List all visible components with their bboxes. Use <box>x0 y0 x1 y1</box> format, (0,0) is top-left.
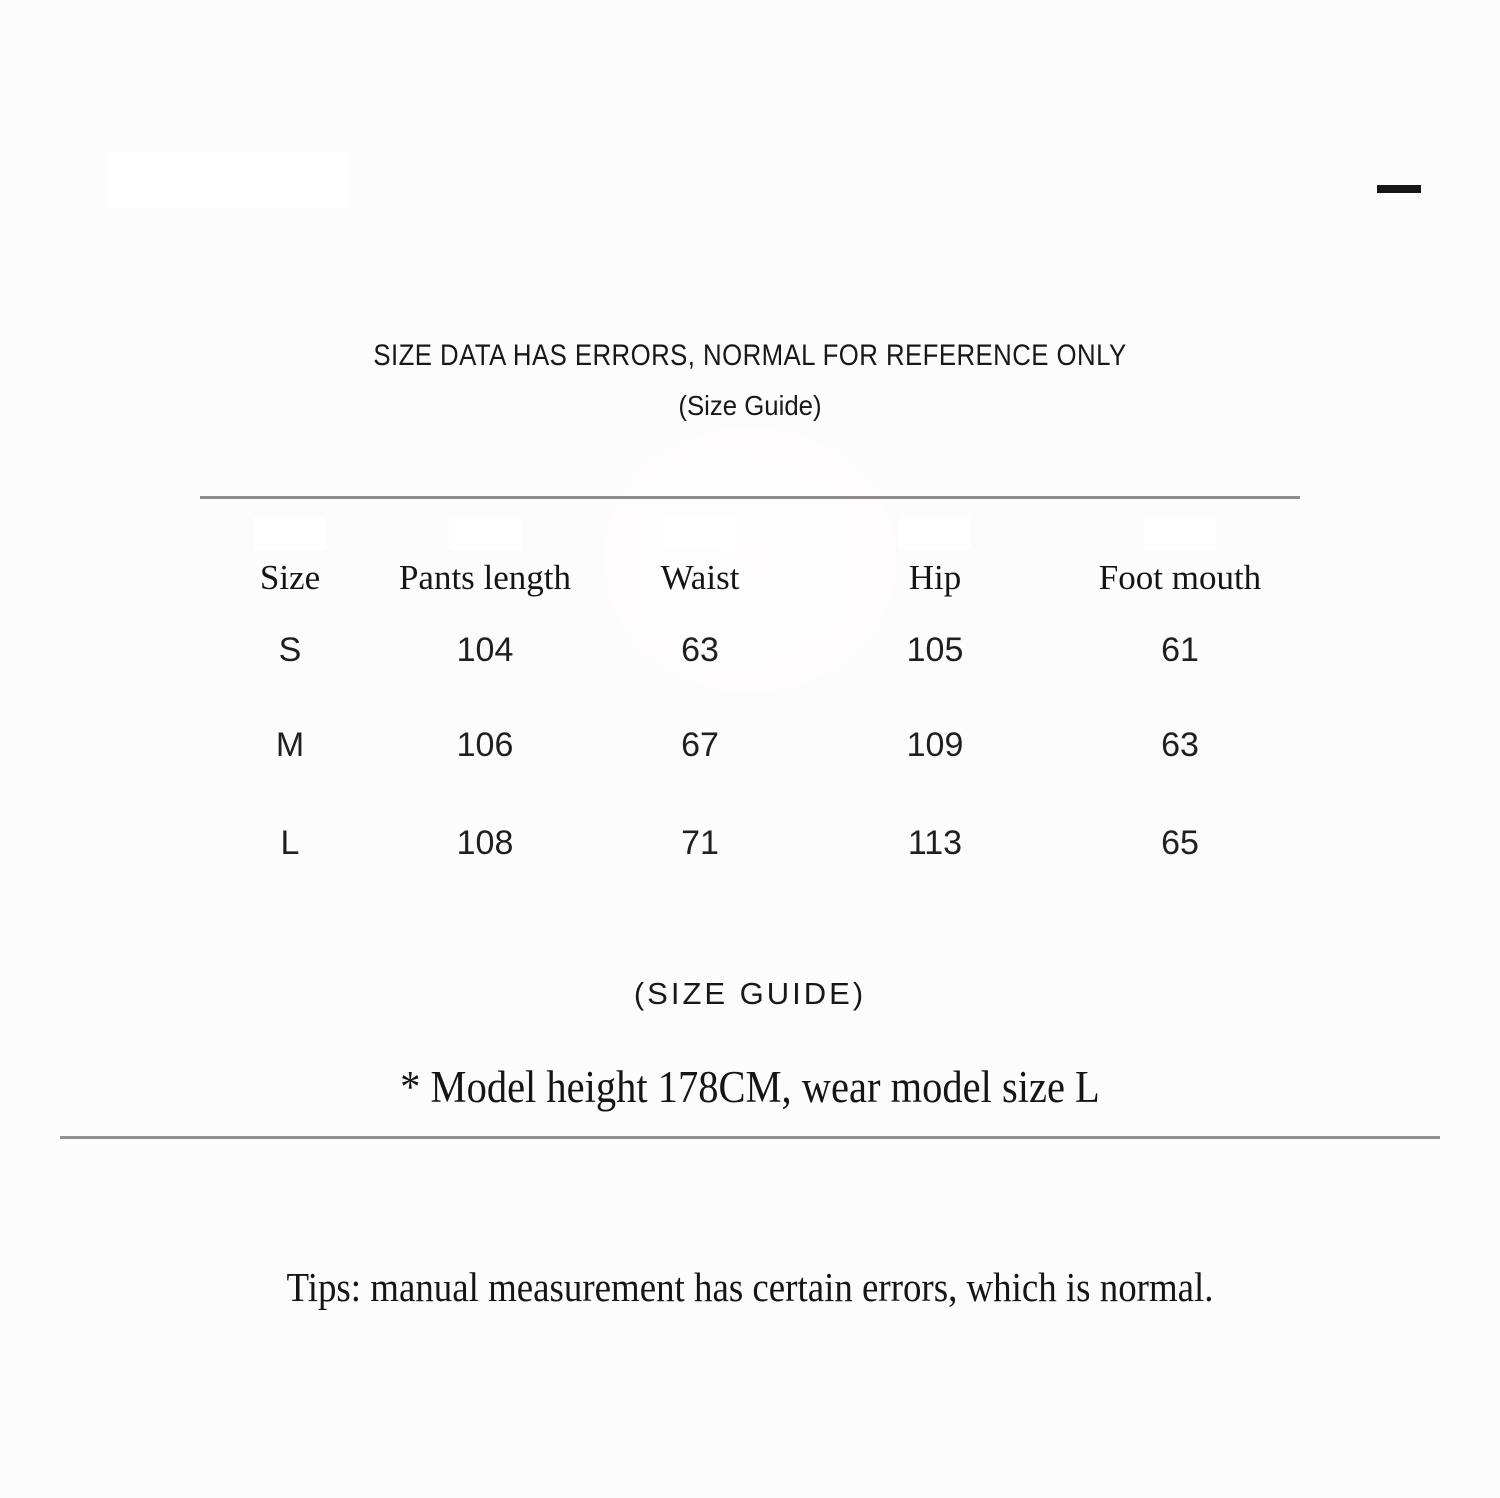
page-title: SIZE DATA HAS ERRORS, NORMAL FOR REFERENCE ONLY <box>373 339 1127 372</box>
cell-pants-length: 104 <box>456 631 514 669</box>
size-label: M <box>275 726 305 764</box>
cell-pants-length: 106 <box>456 726 514 764</box>
header-cell-pants-length: Pants length <box>398 558 572 597</box>
cell-waist: 63 <box>681 631 719 669</box>
removed-header-text-row <box>200 517 1300 550</box>
size-label: L <box>280 824 300 862</box>
header-cell-hip: Hip <box>908 558 962 597</box>
header-cell-size: Size <box>259 558 321 597</box>
removed-text-placeholder <box>899 517 971 550</box>
table-row-s <box>200 630 1300 670</box>
cell-hip: 113 <box>907 824 963 862</box>
header-cell-foot-mouth: Foot mouth <box>1098 558 1262 597</box>
bottom-divider <box>60 1136 1440 1139</box>
model-height-note: * Model height 178CM, wear model size L <box>400 1062 1100 1112</box>
cell-foot-mouth: 61 <box>1161 631 1199 669</box>
size-guide-label: (SIZE GUIDE) <box>633 976 867 1011</box>
cell-pants-length: 108 <box>456 824 514 862</box>
table-row-m <box>200 725 1300 765</box>
removed-text-placeholder <box>254 517 326 550</box>
removed-text-placeholder <box>664 517 736 550</box>
size-label: S <box>278 631 302 669</box>
cell-hip: 105 <box>906 631 964 669</box>
dash-icon <box>1377 185 1421 193</box>
table-header-row <box>200 556 1300 600</box>
header-cell-waist: Waist <box>660 558 740 597</box>
tips-note: Tips: manual measurement has certain errors, which is normal. <box>286 1264 1214 1310</box>
removed-text-placeholder <box>1144 517 1216 550</box>
page-subtitle: (Size Guide) <box>678 390 822 421</box>
table-row-l <box>200 823 1300 863</box>
table-top-rule <box>200 496 1300 499</box>
removed-logo-placeholder <box>108 152 348 208</box>
removed-text-placeholder <box>449 517 521 550</box>
cell-foot-mouth: 63 <box>1161 726 1199 764</box>
cell-waist: 67 <box>681 726 719 764</box>
cell-foot-mouth: 65 <box>1161 824 1199 862</box>
cell-waist: 71 <box>681 824 719 862</box>
cell-hip: 109 <box>906 726 964 764</box>
